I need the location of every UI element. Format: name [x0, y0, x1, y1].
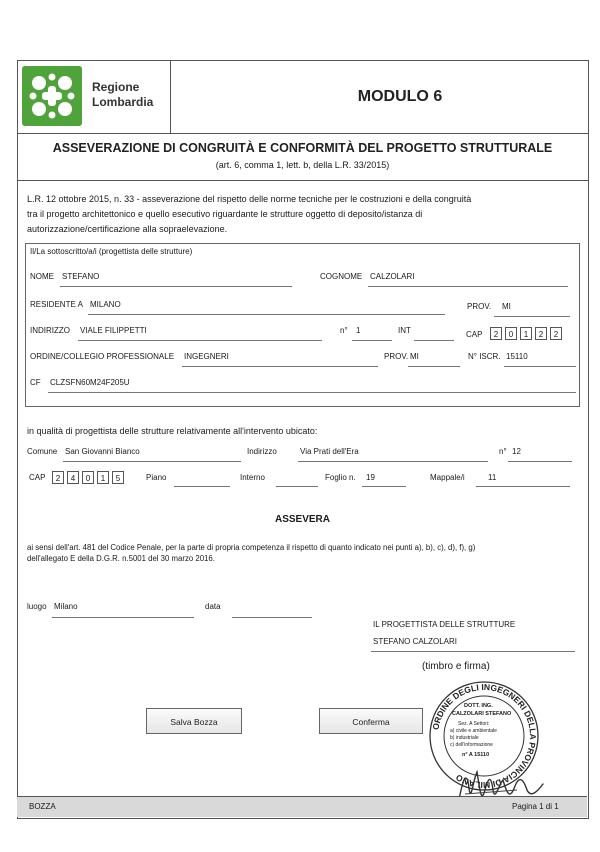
luogo-label: luogo [27, 602, 47, 611]
site-indirizzo-underline [298, 461, 488, 462]
mappale-underline [476, 486, 570, 487]
svg-text:ORDINE DEGLI INGEGNERI DELLA P: ORDINE DEGLI INGEGNERI DELLA PROVINCIA DI MILANO [430, 681, 539, 791]
cf-underline [48, 392, 576, 393]
stamp-line-6: c) dell'informazione [450, 742, 493, 748]
int-label: INT [398, 326, 411, 335]
comune-label: Comune [27, 447, 58, 456]
stamp-line-5: b) industriale [450, 735, 479, 741]
indirizzo-label: INDIRIZZO [30, 326, 70, 335]
timbro-label: (timbro e firma) [422, 661, 490, 672]
assevera-heading: ASSEVERA [274, 514, 330, 525]
cap-digit[interactable]: 1 [520, 327, 532, 340]
designer-section-label: Il/La sottoscritto/a/i (progettista delle strutture) [30, 247, 193, 256]
region-name-line2: Lombardia [92, 95, 154, 109]
site-indirizzo-label: Indirizzo [247, 447, 277, 456]
stamp-line-7: n° A 15110 [462, 752, 490, 758]
residente-field[interactable]: MILANO [90, 300, 121, 309]
mappale-label: Mappale/i [430, 473, 465, 482]
intro-line-2: tra il progetto architettonico e quello esecutivo riguardante le strutture oggetto di deposito/istanza di [27, 209, 423, 219]
residente-label: RESIDENTE A [30, 300, 83, 309]
site-intro: in qualità di progettista delle strutture relativamente all'intervento ubicato: [27, 426, 318, 436]
stamp-line-3: Sez. A Settori: [458, 721, 490, 727]
residente-underline [88, 314, 445, 315]
nome-underline [60, 286, 292, 287]
indirizzo-underline [78, 340, 322, 341]
interno-label: Interno [240, 473, 265, 482]
cf-label: CF [30, 378, 41, 387]
site-numero-field[interactable]: 12 [512, 447, 521, 456]
iscrizione-field[interactable]: 15110 [506, 352, 528, 361]
ordine-field[interactable]: INGEGNERI [184, 352, 229, 361]
stamp-line-1: DOTT. ING. [464, 703, 493, 709]
header-divider [17, 133, 588, 134]
save-draft-button[interactable]: Salva Bozza [146, 708, 242, 734]
region-logo [22, 66, 82, 126]
site-numero-label: n° [499, 447, 507, 456]
data-label: data [205, 602, 221, 611]
site-cap-digit[interactable]: 0 [82, 471, 94, 484]
region-name-line1: Regione [92, 80, 140, 94]
assevera-line-2: dell'allegato E della D.G.R. n.5001 del 30 marzo 2016. [27, 554, 215, 563]
cognome-label: COGNOME [320, 272, 363, 281]
prov-field[interactable]: MI [502, 302, 511, 311]
site-indirizzo-field[interactable]: Via Prati dell'Era [300, 447, 359, 456]
foglio-label: Foglio n. [325, 473, 356, 482]
intro-line-3: autorizzazione/certificazione alla sopraelevazione. [27, 224, 228, 234]
foglio-field[interactable]: 19 [366, 473, 375, 482]
title-divider [17, 180, 588, 181]
prov-label: PROV. [467, 302, 492, 311]
cap-digit[interactable]: 2 [550, 327, 562, 340]
intro-line-1: L.R. 12 ottobre 2015, n. 33 - asseverazione del rispetto delle norme tecniche per le costruzioni e della congruità [27, 194, 472, 204]
foglio-underline [362, 486, 406, 487]
cap-digit[interactable]: 2 [535, 327, 547, 340]
ordine-prov-underline [408, 366, 460, 367]
site-cap-digit[interactable]: 1 [97, 471, 109, 484]
comune-underline [63, 461, 241, 462]
module-title: MODULO 6 [357, 88, 443, 105]
cap-label: CAP [466, 330, 483, 339]
signer-underline [371, 651, 575, 652]
iscrizione-label: N° ISCR. [468, 352, 501, 361]
data-underline [232, 617, 312, 618]
iscrizione-underline [504, 366, 576, 367]
header-vertical-divider [170, 60, 171, 133]
ordine-label: ORDINE/COLLEGIO PROFESSIONALE [30, 352, 175, 361]
signer-role: IL PROGETTISTA DELLE STRUTTURE [373, 620, 516, 629]
site-cap-digit[interactable]: 2 [52, 471, 64, 484]
mappale-field[interactable]: 11 [488, 473, 497, 482]
ordine-underline [182, 366, 378, 367]
luogo-underline [52, 617, 194, 618]
luogo-field[interactable]: Milano [54, 602, 78, 611]
ordine-prov-field[interactable]: MI [410, 352, 419, 361]
assevera-line-1: ai sensi dell'art. 481 del Codice Penale, per la parte di propria competenza il rispetto di quanto indicato nei punti a), b), c), d), f), g) [27, 543, 476, 552]
cap-digit[interactable]: 2 [490, 327, 502, 340]
cognome-field[interactable]: CALZOLARI [370, 272, 415, 281]
interno-underline [276, 486, 318, 487]
nome-label: NOME [30, 272, 54, 281]
comune-field[interactable]: San Giovanni Bianco [65, 447, 140, 456]
footer-bar [17, 796, 587, 817]
site-numero-underline [508, 461, 572, 462]
piano-label: Piano [146, 473, 167, 482]
numero-underline [352, 340, 392, 341]
cf-field[interactable]: CLZSFN60M24F205U [50, 378, 130, 387]
page-indicator: Pagina 1 di 1 [512, 802, 559, 811]
piano-underline [174, 486, 230, 487]
stamp-line-2: CALZOLARI STEFANO [452, 711, 512, 717]
prov-underline [494, 316, 570, 317]
document-status: BOZZA [29, 802, 56, 811]
confirm-button[interactable]: Conferma [319, 708, 423, 734]
nome-field[interactable]: STEFANO [62, 272, 100, 281]
site-cap-label: CAP [29, 473, 46, 482]
stamp-line-4: a) civile e ambientale [450, 728, 497, 734]
site-cap-digit[interactable]: 4 [67, 471, 79, 484]
indirizzo-field[interactable]: VIALE FILIPPETTI [80, 326, 147, 335]
cap-digit[interactable]: 0 [505, 327, 517, 340]
numero-label: n° [340, 326, 348, 335]
document-subtitle: (art. 6, comma 1, lett. b, della L.R. 33/2015) [215, 160, 390, 170]
signer-name[interactable]: STEFANO CALZOLARI [373, 637, 458, 646]
rose-camuna-icon [22, 66, 82, 126]
ordine-prov-label: PROV. [384, 352, 409, 361]
int-underline [414, 340, 454, 341]
site-cap-digit[interactable]: 5 [112, 471, 124, 484]
numero-field[interactable]: 1 [356, 326, 361, 335]
cognome-underline [368, 286, 568, 287]
document-title: ASSEVERAZIONE DI CONGRUITÀ E CONFORMITÀ DEL PROGETTO STRUTTURALE [52, 141, 553, 155]
